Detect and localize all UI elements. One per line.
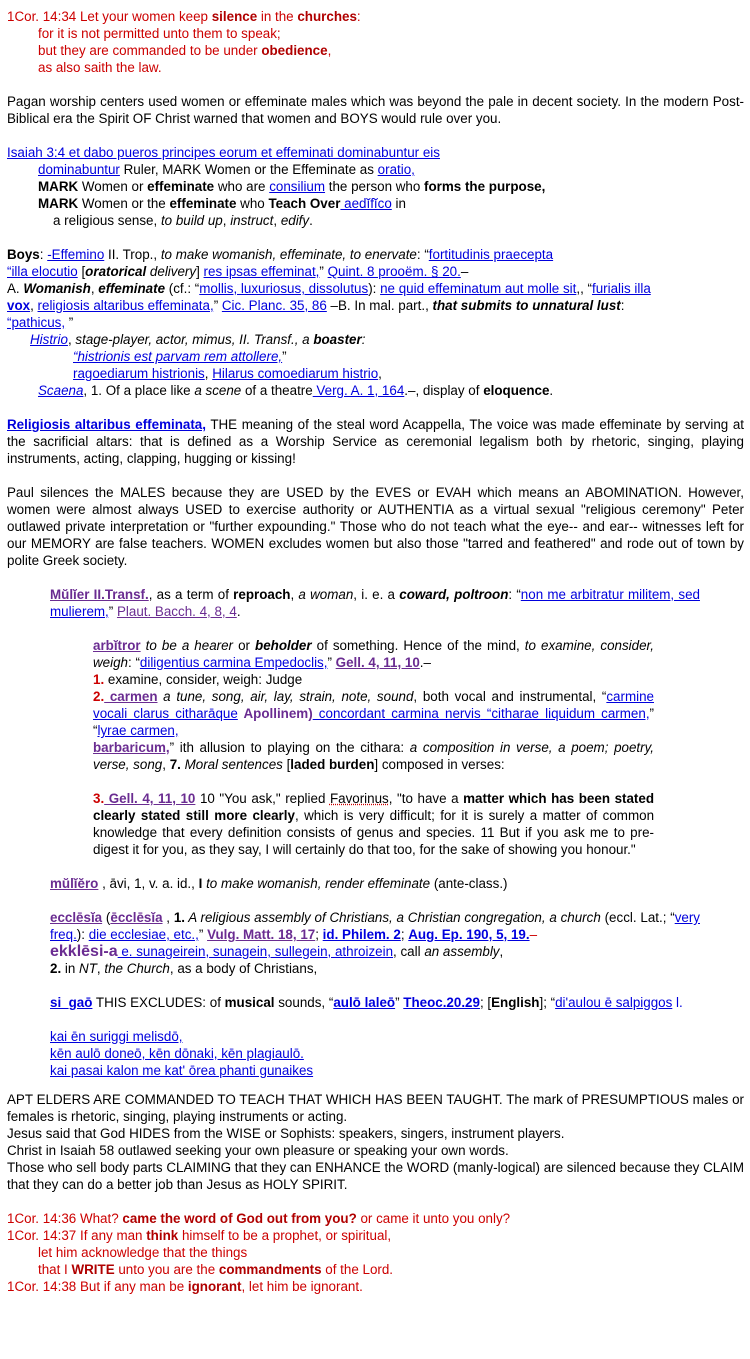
concordant-link[interactable]: concordant carmina nervis (312, 706, 481, 721)
aulo-laleo-link[interactable]: aulō laleō (333, 995, 396, 1010)
scripture-1cor-14-34: 1Cor. 14:34 Let your women keep silence in the churches: for it is not permitted unto them to speak; but they are commanded to be under obedience, as also saith the law. (7, 9, 361, 75)
ecclesia-entry: ecclēsĭa (ēcclēsĭa , 1. A religious assembly of Christians, a Christian congregation, a church (eccl. Lat.; “very freq.): die ecclesiae, etc.,” Vulg. Matt. 18, 17; id. Philem. 2; Aug. Ep. 190, 5, 19.– ekklēsi-a e. sunageirein, sunagein, sullegein, athroizein, call an assembly, 2. in NT, the Church, as a body of Christians, (50, 910, 700, 976)
gell-link-2[interactable]: Gell. 4, 11, 10 (104, 791, 196, 806)
aug-ep-link[interactable]: Aug. Ep. 190, 5, 19. (408, 927, 530, 942)
die-ecclesiae-link[interactable]: die ecclesiae, etc., (88, 927, 199, 942)
citharae-link[interactable]: “citharae liquidum carmen, (480, 706, 650, 721)
isaiah-block: Isaiah 3:4 et dabo pueros principes eorum et effeminati dominabuntur eis dominabuntur Ruler, MARK Women or the Effeminate as oratio, MARK Women or effeminate who are consilium the person who forms the purpose, MARK Women or the effeminate who Teach Over aedĭfĭco in a religious sense, to build up, instruct, edify. (7, 145, 546, 228)
muliero-entry: mŭlĭĕro , āvi, 1, v. a. id., I to make womanish, render effeminate (ante-class.) (50, 876, 508, 891)
christ-paragraph: Christ in Isaiah 58 outlawed seeking your own pleasure or speaking your own words. (7, 1143, 509, 1158)
mollis-link[interactable]: mollis, luxuriosus, dissolutus (199, 281, 369, 296)
sigao-entry: si_gaō THIS EXCLUDES: of musical sounds, “aulō laleō” Theoc.20.29; [English]; “di'aulou ē salpiggos l. kai ēn suriggi melisdō, kēn aulō doneō, kēn dōnaki, kēn plagiaulō. kai pasai kalon me kat' ōrea phanti gunaikes (50, 995, 683, 1078)
mulier-entry: Mŭlĭer II.Transf., as a term of reproach, a woman, i. e. a coward, poltroon: “non me arbitratur militem, sed mulierem,” Plaut. Bacch. 4, 8, 4. (50, 587, 700, 619)
scripture-1cor-14-36-38: 1Cor. 14:36 What? came the word of God out from you? or came it unto you only? 1Cor. 14:37 If any man think himself to be a prophet, or spiritual, let him acknowledge that the things that I WRITE unto you are the commandments of the Lord. 1Cor. 14:38 But if any man be ignorant, let him be ignorant. (7, 1211, 511, 1294)
res-ipsas-link[interactable]: res ipsas effeminat, (203, 264, 320, 279)
religiosis-paragraph: Religiosis altaribus effeminata, THE meaning of the steal word Acappella, The voice was made effeminate by serving at the sacrificial altars: that is defined as a Worship Service as ceremonial legalism both by rhetoric, singing, playing instruments, acting, clapping, hugging or kissing! (7, 417, 744, 466)
vox-link[interactable]: vox (7, 298, 31, 313)
carmine-vocali-link[interactable]: carmine vocali clarus citharāque (93, 689, 654, 721)
pathicus-link[interactable]: “pathicus, (7, 315, 66, 330)
sunageirein-link[interactable]: e. sunageirein, sunagein, sullegein, athroizein (117, 944, 394, 959)
scaena-link[interactable]: Scaena (38, 383, 84, 398)
mulier-link[interactable]: Mŭlĭer II.Transf. (50, 587, 149, 602)
diaulou-link[interactable]: di'aulou ē salpiggos (555, 995, 673, 1010)
sigao-link[interactable]: si_gaō (50, 995, 93, 1010)
ecclesia-link[interactable]: ecclēsĭa (50, 910, 103, 925)
paul-paragraph: Paul silences the MALES because they are USED by the EVES or EVAH which means an ABOMINATION. However, women were almost always USED to exercise authority or AUTHENTIA as a virtual sexual "religious ceremony" Peter outlawed private interpretation or "further expounding." Those who do not teach what the eye-- and ear-- witnesses left for our MEMORY are false teachers. WOMEN excludes women but also those "tarred and feathered" and rode out of town by polite Greek society. (7, 485, 744, 568)
religiosis-altaribus-link[interactable]: Religiosis altaribus effeminata, (7, 417, 206, 432)
gell-link-1[interactable]: Gell. 4, 11, 10 (335, 655, 420, 670)
ragoediarum-link[interactable]: ragoediarum histrionis (73, 366, 205, 381)
aedifico-link[interactable]: aedĭfĭco (340, 196, 392, 211)
isaiah-link[interactable]: Isaiah 3:4 et dabo pueros principes eorum et effeminati dominabuntur eis (7, 145, 440, 160)
theoc-link[interactable]: Theoc.20.29 (403, 995, 480, 1010)
those-paragraph: Those who sell body parts CLAIMING that they can ENHANCE the WORD (manly-logical) are silenced because they CLAIM that they can do a better job than Jesus as HOLY SPIRIT. (7, 1160, 744, 1192)
greek-line-3-link[interactable]: kai pasai kalon me kat' ōrea phanti gunaikes (50, 1063, 314, 1078)
histrionis-link[interactable]: “histrionis est parvam rem attollere, (73, 349, 283, 364)
muliero-link[interactable]: mŭlĭĕro (50, 876, 99, 891)
dominabuntur-link[interactable]: dominabuntur (38, 162, 120, 177)
non-me-link[interactable]: non me arbitratur militem, sed mulierem, (50, 587, 700, 619)
boys-block: Boys: -Effemino II. Trop., to make womanish, effeminate, to enervate: “fortitudinis praecepta “illa elocutio [oratorical delivery] res ipsas effeminat,” Quint. 8 prooëm. § 20.– A. Womanish, effeminate (cf.: “mollis, luxuriosus, dissolutus): ne quid effeminatum aut molle sit,, “furialis illa vox, religiosis altaribus effeminata,” Cic. Planc. 35, 86 –B. In mal. part., that submits to unnatural lust: “pathicus, ” Histrio, stage-player, actor, mimus, II. Transf., a boaster: “histrionis est parvam rem attollere,” ragoediarum histrionis, Hilarus comoediarum histrio, Scaena, 1. Of a place like a scene of a theatre Verg. A. 1, 164.–, display of eloquence. (7, 247, 651, 398)
religiosis-link[interactable]: religiosis altaribus effeminata, (37, 298, 214, 313)
verse-ref: 1Cor. 14:34 (7, 9, 77, 24)
hilarus-link[interactable]: Hilarus comoediarum histrio (212, 366, 379, 381)
arbitror-entry: arbĭtror to be a hearer or beholder of something. Hence of the mind, to examine, consider, weigh: “diligentius carmina Empedoclis,” Gell. 4, 11, 10.– 1. examine, consider, weigh: Judge 2. carmen a tune, song, air, lay, strain, note, sound, both vocal and instrumental, “carmine vocali clarus citharāque Apollinem) concordant carmina nervis “citharae liquidum carmen,” “lyrae carmen, barbaricum,” ith allusion to playing on the cithara: a composition in verse, a poem; poetry, verse, song, 7. Moral sentences [laded burden] composed in verses: 3. Gell. 4, 11, 10 10 "You ask," replied Favorinus, "to have a matter which has been stated clearly stated still more clearly, which is very difficult; for it is surely a matter of common knowledge that every definition consists of genus and species. 11 But if you ask me to pre-digest it for you, as they say, I will certainly do that too, for the sake of showing you honour." (93, 638, 655, 857)
consilium-link[interactable]: consilium (269, 179, 326, 194)
jesus-paragraph: Jesus said that God HIDES from the WISE or Sophists: speakers, singers, instrument players. (7, 1126, 565, 1141)
histrio-link[interactable]: Histrio (30, 332, 68, 347)
cic-planc-link[interactable]: Cic. Planc. 35, 86 (221, 298, 327, 313)
arbitror-link[interactable]: arbĭtror (93, 638, 141, 653)
furialis-link[interactable]: furialis illa (591, 281, 651, 296)
fortitudinis-link[interactable]: fortitudinis praecepta (428, 247, 554, 262)
very-freq-link[interactable]: very freq. (50, 910, 700, 942)
pagan-paragraph: Pagan worship centers used women or effeminate males which was beyond the pale in decent society. In the modern Post-Biblical era the Spirit OF Christ warned that women and BOYS would rule over you. (7, 94, 744, 126)
vulg-matt-link[interactable]: Vulg. Matt. 18, 17 (207, 927, 316, 942)
diligentius-link[interactable]: diligentius carmina Empedoclis, (139, 655, 328, 670)
oratio-link[interactable]: oratio, (377, 162, 415, 177)
verg-link[interactable]: Verg. A. 1, 164 (312, 383, 405, 398)
elocutio-link[interactable]: “illa elocutio (7, 264, 78, 279)
ne-quid-link[interactable]: ne quid effeminatum aut molle sit (380, 281, 577, 296)
philem-link[interactable]: id. Philem. 2 (322, 927, 401, 942)
lyrae-link[interactable]: lyrae carmen, (97, 723, 179, 738)
barbaricum-link[interactable]: barbaricum, (93, 740, 170, 755)
greek-line-2-link[interactable]: kēn aulō doneō, kēn dōnaki, kēn plagiaulō. (50, 1046, 304, 1061)
effemino-link[interactable]: -Effemino (47, 247, 105, 262)
quint-link[interactable]: Quint. 8 prooëm. § 20. (327, 264, 461, 279)
apt-elders-paragraph: APT ELDERS ARE COMMANDED TO TEACH THAT WHICH HAS BEEN TAUGHT. The mark of PRESUMPTIOUS males or females is rhetoric, singing, playing instruments or acting. (7, 1092, 744, 1124)
greek-line-1-link[interactable]: kai ēn suriggi melisdō, (50, 1029, 183, 1044)
plaut-link[interactable]: Plaut. Bacch. 4, 8, 4 (116, 604, 237, 619)
carmen-link[interactable]: carmen (104, 689, 158, 704)
